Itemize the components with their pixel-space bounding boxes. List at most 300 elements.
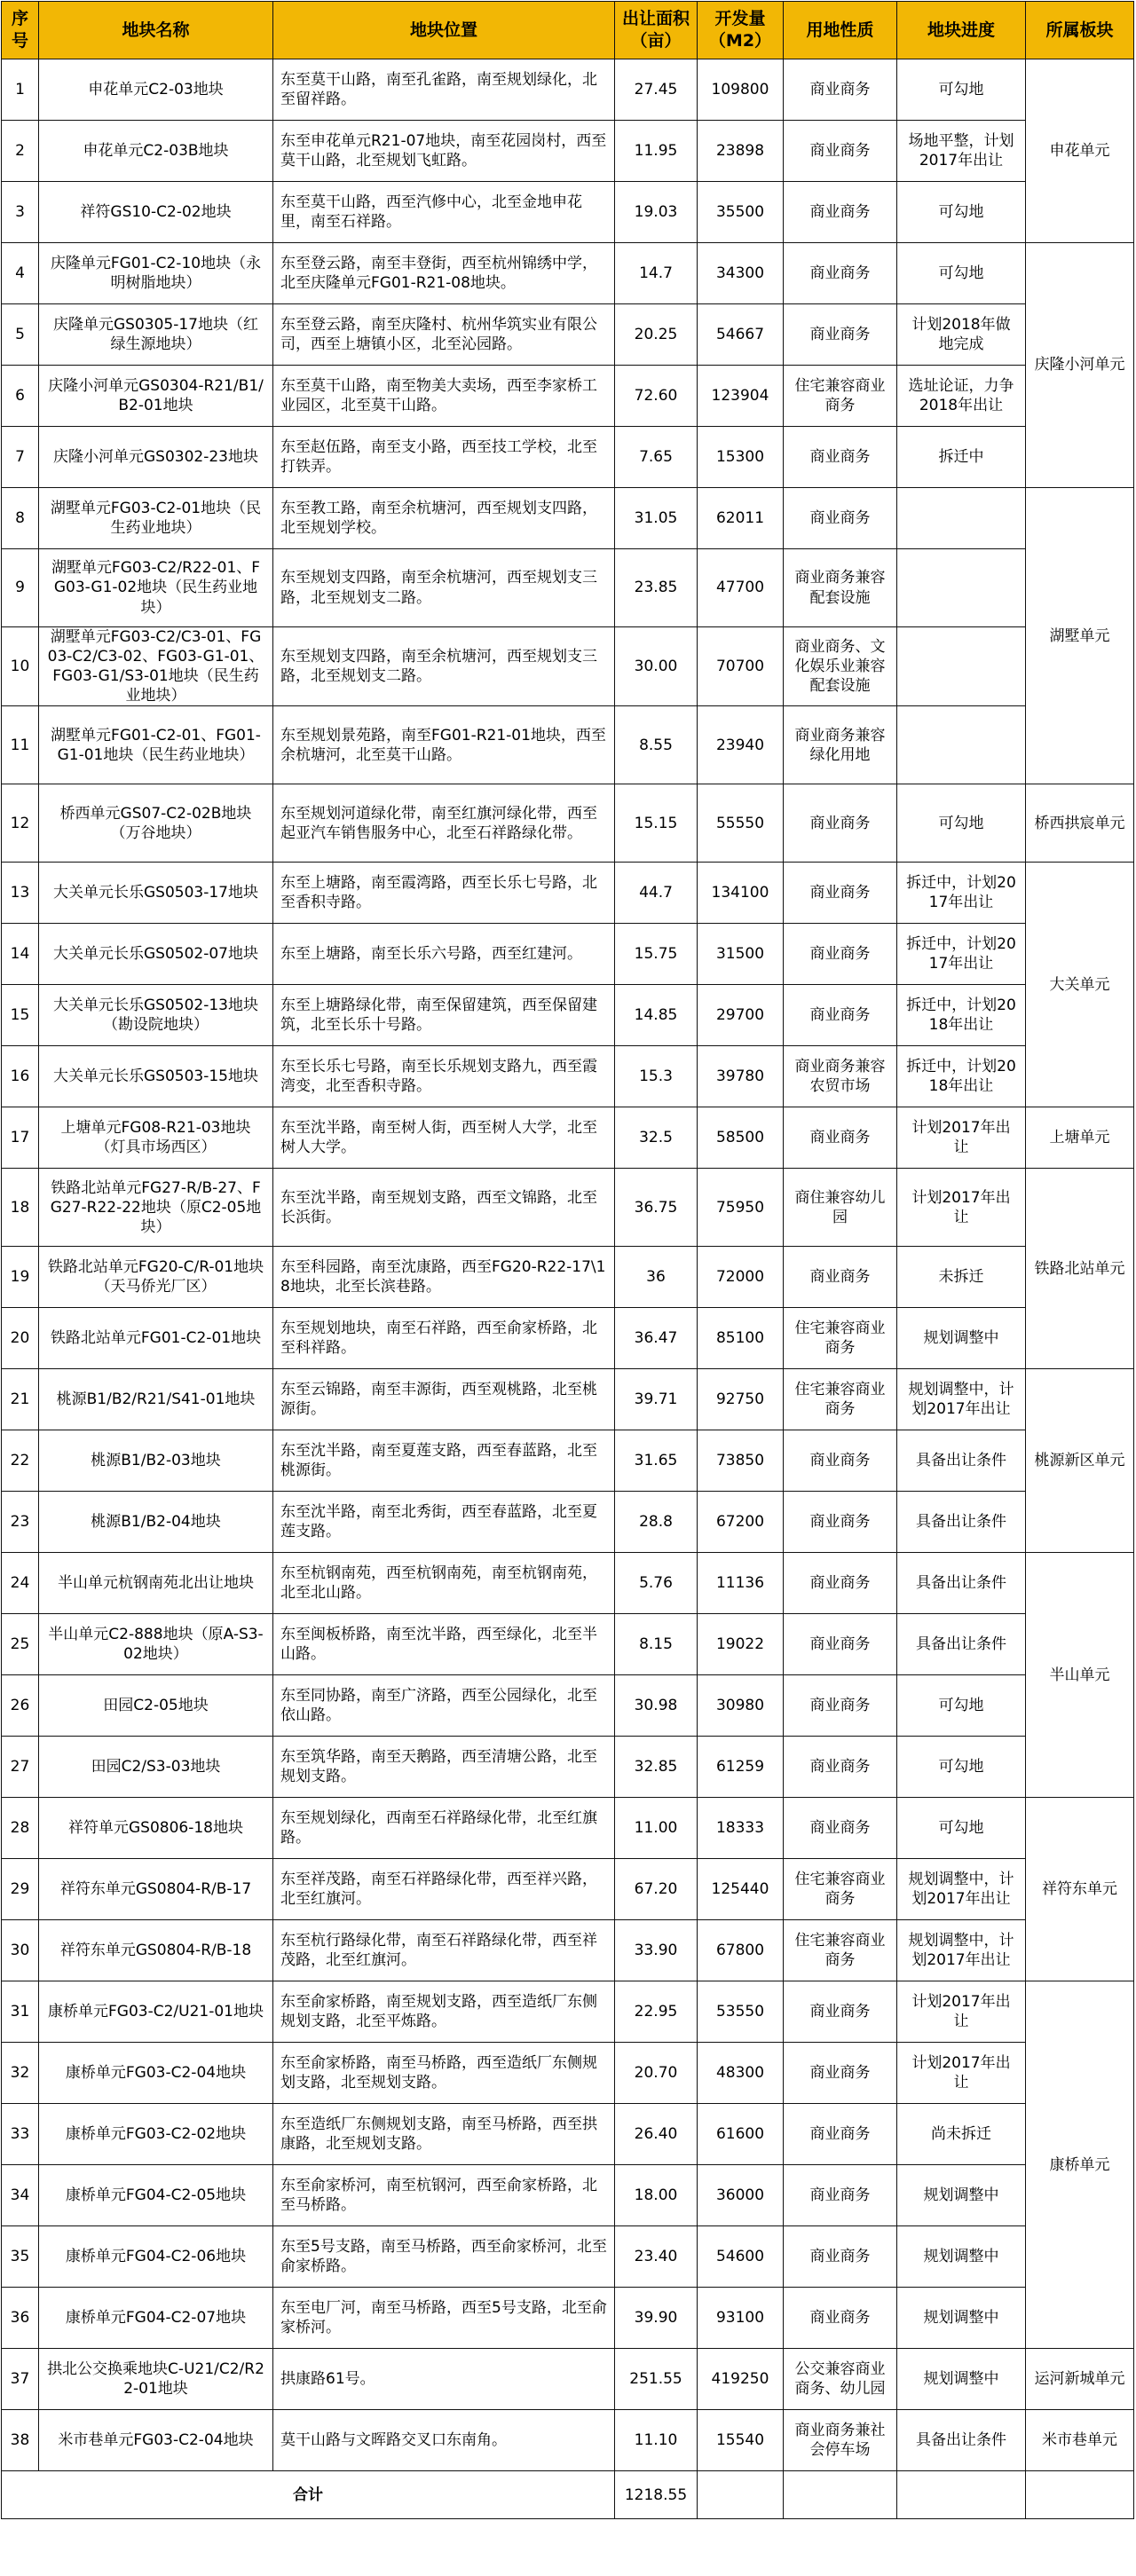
cell-area: 30.98	[615, 1675, 698, 1737]
cell-use: 商业商务	[784, 1247, 897, 1308]
cell-use: 商业商务	[784, 1798, 897, 1859]
cell-area: 67.20	[615, 1859, 698, 1920]
cell-gfa: 18333	[698, 1798, 784, 1859]
cell-area: 33.90	[615, 1920, 698, 1981]
cell-progress: 具备出让条件	[897, 1430, 1026, 1492]
cell-no: 14	[2, 924, 39, 985]
cell-no: 18	[2, 1169, 39, 1247]
cell-no: 13	[2, 863, 39, 924]
cell-location: 东至沈半路，南至北秀街，西至春蓝路，北至夏莲支路。	[273, 1492, 615, 1553]
cell-no: 1	[2, 59, 39, 121]
cell-no: 26	[2, 1675, 39, 1737]
table-row	[2, 1046, 1134, 1107]
cell-use: 商业商务	[784, 121, 897, 182]
cell-use: 商业商务兼社会停车场	[784, 2410, 897, 2471]
total-row	[2, 2471, 1134, 2519]
cell-use: 商业商务	[784, 924, 897, 985]
cell-location: 莫干山路与文晖路交叉口东南角。	[273, 2410, 615, 2471]
cell-sector: 桥西拱宸单元	[1026, 784, 1134, 863]
cell-gfa: 23940	[698, 706, 784, 784]
cell-location: 东至教工路，南至余杭塘河，西至规划支四路，北至规划学校。	[273, 488, 615, 549]
table-row	[2, 1169, 1134, 1247]
cell-no: 23	[2, 1492, 39, 1553]
cell-gfa: 31500	[698, 924, 784, 985]
cell-area: 251.55	[615, 2349, 698, 2410]
table-row	[2, 706, 1134, 784]
cell-use: 商业商务	[784, 784, 897, 863]
cell-location: 东至俞家桥路，南至规划支路，西至造纸厂东侧规划支路，北至平炼路。	[273, 1981, 615, 2043]
cell-name: 田园C2-05地块	[39, 1675, 273, 1737]
table-row	[2, 2288, 1134, 2349]
cell-gfa: 62011	[698, 488, 784, 549]
table-row	[2, 924, 1134, 985]
cell-no: 4	[2, 243, 39, 304]
cell-gfa: 123904	[698, 366, 784, 427]
cell-progress: 可勾地	[897, 1675, 1026, 1737]
cell-progress: 可勾地	[897, 1737, 1026, 1798]
cell-area: 8.15	[615, 1614, 698, 1675]
cell-area: 36.75	[615, 1169, 698, 1247]
cell-name: 湖墅单元FG03-C2-01地块（民生药业地块）	[39, 488, 273, 549]
cell-progress: 规划调整中，计划2017年出让	[897, 1920, 1026, 1981]
cell-name: 康桥单元FG03-C2/U21-01地块	[39, 1981, 273, 2043]
cell-progress	[897, 627, 1026, 706]
cell-name: 铁路北站单元FG01-C2-01地块	[39, 1308, 273, 1369]
cell-sector: 铁路北站单元	[1026, 1169, 1134, 1369]
table-body	[2, 59, 1134, 2519]
cell-use: 商业商务兼容农贸市场	[784, 1046, 897, 1107]
cell-name: 桃源B1/B2-04地块	[39, 1492, 273, 1553]
table-row	[2, 2349, 1134, 2410]
cell-name: 桃源B1/B2/R21/S41-01地块	[39, 1369, 273, 1430]
cell-sector: 庆隆小河单元	[1026, 243, 1134, 488]
cell-location: 东至祥茂路，南至石祥路绿化带，西至祥兴路，北至红旗河。	[273, 1859, 615, 1920]
cell-no: 5	[2, 304, 39, 366]
header-gfa: 开发量（M2）	[698, 2, 784, 59]
cell-location: 东至规划河道绿化带，南至红旗河绿化带，西至起亚汽车销售服务中心，北至石祥路绿化带。	[273, 784, 615, 863]
cell-area: 11.00	[615, 1798, 698, 1859]
table-row	[2, 1859, 1134, 1920]
cell-use: 商业商务	[784, 2226, 897, 2288]
cell-name: 祥符单元GS0806-18地块	[39, 1798, 273, 1859]
cell-name: 湖墅单元FG03-C2/C3-01、FG03-C2/C3-02、FG03-G1-01、FG03-G1/S3-01地块（民生药业地块）	[39, 627, 273, 706]
cell-use: 商业商务	[784, 2165, 897, 2226]
cell-progress: 拆迁中，计划2018年出让	[897, 1046, 1026, 1107]
total-area: 1218.55	[615, 2471, 698, 2519]
cell-no: 9	[2, 549, 39, 627]
cell-area: 8.55	[615, 706, 698, 784]
header-location: 地块位置	[273, 2, 615, 59]
cell-gfa: 53550	[698, 1981, 784, 2043]
table-row	[2, 1369, 1134, 1430]
cell-use: 商业商务	[784, 1614, 897, 1675]
cell-name: 田园C2/S3-03地块	[39, 1737, 273, 1798]
cell-name: 祥符GS10-C2-02地块	[39, 182, 273, 243]
cell-name: 大关单元长乐GS0503-15地块	[39, 1046, 273, 1107]
cell-no: 29	[2, 1859, 39, 1920]
cell-area: 39.90	[615, 2288, 698, 2349]
cell-use: 商业商务、文化娱乐业兼容配套设施	[784, 627, 897, 706]
cell-progress	[897, 549, 1026, 627]
cell-area: 39.71	[615, 1369, 698, 1430]
cell-gfa: 48300	[698, 2043, 784, 2104]
cell-no: 7	[2, 427, 39, 488]
table-row	[2, 1107, 1134, 1169]
header-row	[2, 2, 1134, 59]
cell-area: 26.40	[615, 2104, 698, 2165]
cell-location: 拱康路61号。	[273, 2349, 615, 2410]
cell-sector: 康桥单元	[1026, 1981, 1134, 2349]
cell-area: 20.25	[615, 304, 698, 366]
cell-use: 商业商务	[784, 182, 897, 243]
cell-location: 东至5号支路，南至马桥路，西至俞家桥河，北至俞家桥路。	[273, 2226, 615, 2288]
cell-gfa: 39780	[698, 1046, 784, 1107]
cell-progress: 拆迁中，计划2017年出让	[897, 924, 1026, 985]
cell-no: 35	[2, 2226, 39, 2288]
cell-no: 3	[2, 182, 39, 243]
cell-use: 商业商务	[784, 2043, 897, 2104]
cell-progress: 拆迁中	[897, 427, 1026, 488]
cell-progress: 计划2017年出让	[897, 1107, 1026, 1169]
table-row	[2, 2043, 1134, 2104]
table-row	[2, 549, 1134, 627]
cell-location: 东至登云路，南至庆隆村、杭州华筑实业有限公司，西至上塘镇小区，北至沁园路。	[273, 304, 615, 366]
cell-progress	[897, 706, 1026, 784]
cell-gfa: 61259	[698, 1737, 784, 1798]
cell-location: 东至规划地块，南至石祥路，西至俞家桥路，北至科祥路。	[273, 1308, 615, 1369]
cell-name: 铁路北站单元FG20-C/R-01地块（天马侨光厂区）	[39, 1247, 273, 1308]
cell-progress: 场地平整，计划2017年出让	[897, 121, 1026, 182]
cell-use: 住宅兼容商业商务	[784, 1308, 897, 1369]
cell-location: 东至同协路，南至广济路，西至公园绿化，北至依山路。	[273, 1675, 615, 1737]
cell-area: 7.65	[615, 427, 698, 488]
cell-progress: 计划2018年做地完成	[897, 304, 1026, 366]
cell-gfa: 70700	[698, 627, 784, 706]
cell-gfa: 75950	[698, 1169, 784, 1247]
cell-no: 32	[2, 2043, 39, 2104]
table-row	[2, 627, 1134, 706]
cell-gfa: 72000	[698, 1247, 784, 1308]
cell-progress: 可勾地	[897, 1798, 1026, 1859]
cell-gfa: 125440	[698, 1859, 784, 1920]
cell-location: 东至上塘路绿化带，南至保留建筑，西至保留建筑，北至长乐十号路。	[273, 985, 615, 1046]
cell-no: 8	[2, 488, 39, 549]
cell-area: 18.00	[615, 2165, 698, 2226]
cell-sector: 湖墅单元	[1026, 488, 1134, 784]
cell-area: 20.70	[615, 2043, 698, 2104]
table-row	[2, 863, 1134, 924]
cell-location: 东至云锦路，南至丰源街，西至观桃路，北至桃源街。	[273, 1369, 615, 1430]
cell-location: 东至莫干山路，南至孔雀路，南至规划绿化，北至留祥路。	[273, 59, 615, 121]
cell-progress: 可勾地	[897, 59, 1026, 121]
cell-location: 东至莫干山路，南至物美大卖场，西至李家桥工业园区，北至莫干山路。	[273, 366, 615, 427]
cell-gfa: 35500	[698, 182, 784, 243]
cell-area: 15.75	[615, 924, 698, 985]
table-row	[2, 366, 1134, 427]
cell-use: 商业商务	[784, 1737, 897, 1798]
cell-progress: 具备出让条件	[897, 1553, 1026, 1614]
land-parcel-table	[1, 1, 1134, 2519]
cell-use: 商业商务	[784, 304, 897, 366]
cell-name: 申花单元C2-03B地块	[39, 121, 273, 182]
cell-gfa: 55550	[698, 784, 784, 863]
cell-progress: 计划2017年出让	[897, 1981, 1026, 2043]
cell-location: 东至沈半路，南至树人街，西至树人大学，北至树人大学。	[273, 1107, 615, 1169]
cell-name: 大关单元长乐GS0502-13地块（勘设院地块）	[39, 985, 273, 1046]
table-row	[2, 121, 1134, 182]
table-row	[2, 243, 1134, 304]
cell-gfa: 67200	[698, 1492, 784, 1553]
table-row	[2, 1492, 1134, 1553]
table-row	[2, 784, 1134, 863]
cell-area: 14.85	[615, 985, 698, 1046]
cell-name: 大关单元长乐GS0503-17地块	[39, 863, 273, 924]
total-empty-cell	[698, 2471, 784, 2519]
header-progress: 地块进度	[897, 2, 1026, 59]
cell-area: 32.85	[615, 1737, 698, 1798]
cell-no: 15	[2, 985, 39, 1046]
cell-location: 东至俞家桥路，南至马桥路，西至造纸厂东侧规划支路，北至规划支路。	[273, 2043, 615, 2104]
cell-gfa: 419250	[698, 2349, 784, 2410]
cell-no: 30	[2, 1920, 39, 1981]
cell-location: 东至俞家桥河，南至杭钢河，西至俞家桥路，北至马桥路。	[273, 2165, 615, 2226]
cell-gfa: 15300	[698, 427, 784, 488]
cell-no: 21	[2, 1369, 39, 1430]
cell-progress: 规划调整中	[897, 2165, 1026, 2226]
cell-area: 27.45	[615, 59, 698, 121]
cell-name: 拱北公交换乘地块C-U21/C2/R22-01地块	[39, 2349, 273, 2410]
cell-name: 庆隆小河单元GS0304-R21/B1/B2-01地块	[39, 366, 273, 427]
cell-gfa: 11136	[698, 1553, 784, 1614]
cell-progress	[897, 488, 1026, 549]
cell-use: 商业商务	[784, 1675, 897, 1737]
cell-use: 商业商务	[784, 427, 897, 488]
cell-no: 38	[2, 2410, 39, 2471]
cell-gfa: 58500	[698, 1107, 784, 1169]
cell-location: 东至造纸厂东侧规划支路，南至马桥路，西至拱康路，北至规划支路。	[273, 2104, 615, 2165]
cell-location: 东至申花单元R21-07地块，南至花园岗村，西至莫干山路，北至规划飞虹路。	[273, 121, 615, 182]
cell-use: 商业商务	[784, 863, 897, 924]
cell-gfa: 19022	[698, 1614, 784, 1675]
cell-sector: 桃源新区单元	[1026, 1369, 1134, 1553]
cell-use: 商业商务	[784, 1107, 897, 1169]
cell-progress: 选址论证，力争2018年出让	[897, 366, 1026, 427]
cell-location: 东至电厂河，南至马桥路，西至5号支路，北至俞家桥河。	[273, 2288, 615, 2349]
cell-no: 11	[2, 706, 39, 784]
cell-gfa: 93100	[698, 2288, 784, 2349]
cell-gfa: 36000	[698, 2165, 784, 2226]
table-row	[2, 2165, 1134, 2226]
cell-progress: 具备出让条件	[897, 2410, 1026, 2471]
cell-gfa: 61600	[698, 2104, 784, 2165]
header-sector: 所属板块	[1026, 2, 1134, 59]
cell-area: 23.85	[615, 549, 698, 627]
table-row	[2, 1308, 1134, 1369]
cell-location: 东至规划绿化，西南至石祥路绿化带，北至红旗路。	[273, 1798, 615, 1859]
cell-name: 康桥单元FG03-C2-04地块	[39, 2043, 273, 2104]
cell-no: 37	[2, 2349, 39, 2410]
cell-use: 住宅兼容商业商务	[784, 366, 897, 427]
cell-location: 东至规划景苑路，南至FG01-R21-01地块，西至余杭塘河，北至莫干山路。	[273, 706, 615, 784]
total-empty-cell	[784, 2471, 897, 2519]
cell-area: 28.8	[615, 1492, 698, 1553]
cell-sector: 申花单元	[1026, 59, 1134, 243]
cell-progress: 规划调整中	[897, 2226, 1026, 2288]
cell-use: 住宅兼容商业商务	[784, 1920, 897, 1981]
cell-no: 34	[2, 2165, 39, 2226]
cell-name: 祥符东单元GS0804-R/B-18	[39, 1920, 273, 1981]
cell-location: 东至杭钢南苑，西至杭钢南苑，南至杭钢南苑，北至北山路。	[273, 1553, 615, 1614]
cell-name: 祥符东单元GS0804-R/B-17	[39, 1859, 273, 1920]
cell-area: 44.7	[615, 863, 698, 924]
cell-progress: 计划2017年出让	[897, 1169, 1026, 1247]
cell-area: 15.15	[615, 784, 698, 863]
cell-area: 31.65	[615, 1430, 698, 1492]
cell-gfa: 67800	[698, 1920, 784, 1981]
cell-location: 东至莫干山路，西至汽修中心，北至金地申花里，南至石祥路。	[273, 182, 615, 243]
cell-location: 东至沈半路，南至规划支路，西至文锦路，北至长浜街。	[273, 1169, 615, 1247]
cell-name: 铁路北站单元FG27-R/B-27、FG27-R22-22地块（原C2-05地块）	[39, 1169, 273, 1247]
table-row	[2, 1737, 1134, 1798]
cell-no: 17	[2, 1107, 39, 1169]
cell-gfa: 54667	[698, 304, 784, 366]
cell-use: 商业商务	[784, 1981, 897, 2043]
cell-progress: 具备出让条件	[897, 1492, 1026, 1553]
cell-progress: 规划调整中，计划2017年出让	[897, 1369, 1026, 1430]
cell-use: 商业商务	[784, 243, 897, 304]
cell-no: 2	[2, 121, 39, 182]
cell-gfa: 30980	[698, 1675, 784, 1737]
cell-no: 20	[2, 1308, 39, 1369]
table-row	[2, 427, 1134, 488]
total-label: 合计	[2, 2471, 615, 2519]
cell-area: 14.7	[615, 243, 698, 304]
cell-progress: 规划调整中，计划2017年出让	[897, 1859, 1026, 1920]
cell-gfa: 34300	[698, 243, 784, 304]
cell-location: 东至登云路，南至丰登街，西至杭州锦绣中学，北至庆隆单元FG01-R21-08地块。	[273, 243, 615, 304]
cell-name: 桃源B1/B2-03地块	[39, 1430, 273, 1492]
cell-no: 27	[2, 1737, 39, 1798]
cell-no: 24	[2, 1553, 39, 1614]
cell-use: 住宅兼容商业商务	[784, 1369, 897, 1430]
cell-name: 康桥单元FG04-C2-05地块	[39, 2165, 273, 2226]
cell-area: 23.40	[615, 2226, 698, 2288]
cell-name: 庆隆小河单元GS0302-23地块	[39, 427, 273, 488]
cell-sector: 运河新城单元	[1026, 2349, 1134, 2410]
table-row	[2, 59, 1134, 121]
cell-no: 6	[2, 366, 39, 427]
cell-area: 32.5	[615, 1107, 698, 1169]
cell-gfa: 92750	[698, 1369, 784, 1430]
cell-name: 庆隆单元GS0305-17地块（红绿生源地块）	[39, 304, 273, 366]
cell-use: 商住兼容幼儿园	[784, 1169, 897, 1247]
table-row	[2, 1553, 1134, 1614]
header-use: 用地性质	[784, 2, 897, 59]
cell-progress: 可勾地	[897, 182, 1026, 243]
cell-name: 桥西单元GS07-C2-02B地块（万谷地块）	[39, 784, 273, 863]
cell-location: 东至上塘路，南至长乐六号路，西至红建河。	[273, 924, 615, 985]
table-row	[2, 1798, 1134, 1859]
cell-no: 12	[2, 784, 39, 863]
cell-gfa: 85100	[698, 1308, 784, 1369]
cell-progress: 尚未拆迁	[897, 2104, 1026, 2165]
cell-no: 19	[2, 1247, 39, 1308]
cell-use: 商业商务	[784, 2104, 897, 2165]
cell-no: 36	[2, 2288, 39, 2349]
cell-area: 72.60	[615, 366, 698, 427]
cell-progress: 规划调整中	[897, 1308, 1026, 1369]
cell-name: 米市巷单元FG03-C2-04地块	[39, 2410, 273, 2471]
cell-use: 商业商务	[784, 1430, 897, 1492]
header-name: 地块名称	[39, 2, 273, 59]
cell-location: 东至赵伍路，南至支小路，西至技工学校，北至打铁弄。	[273, 427, 615, 488]
table-row	[2, 1981, 1134, 2043]
table-row	[2, 985, 1134, 1046]
table-row	[2, 1920, 1134, 1981]
cell-area: 11.95	[615, 121, 698, 182]
cell-area: 36.47	[615, 1308, 698, 1369]
cell-name: 湖墅单元FG01-C2-01、FG01-G1-01地块（民生药业地块）	[39, 706, 273, 784]
cell-gfa: 23898	[698, 121, 784, 182]
cell-use: 商业商务兼容绿化用地	[784, 706, 897, 784]
cell-use: 商业商务	[784, 1553, 897, 1614]
cell-progress: 可勾地	[897, 784, 1026, 863]
header-no: 序号	[2, 2, 39, 59]
cell-location: 东至沈半路，南至夏莲支路，西至春蓝路，北至桃源街。	[273, 1430, 615, 1492]
total-empty-cell	[897, 2471, 1026, 2519]
cell-no: 28	[2, 1798, 39, 1859]
header-area: 出让面积（亩）	[615, 2, 698, 59]
cell-name: 庆隆单元FG01-C2-10地块（永明树脂地块）	[39, 243, 273, 304]
cell-location: 东至规划支四路，南至余杭塘河，西至规划支三路，北至规划支二路。	[273, 627, 615, 706]
cell-progress: 计划2017年出让	[897, 2043, 1026, 2104]
cell-no: 22	[2, 1430, 39, 1492]
cell-location: 东至闽板桥路，南至沈半路，西至绿化，北至半山路。	[273, 1614, 615, 1675]
cell-progress: 未拆迁	[897, 1247, 1026, 1308]
cell-name: 康桥单元FG04-C2-06地块	[39, 2226, 273, 2288]
cell-sector: 上塘单元	[1026, 1107, 1134, 1169]
cell-gfa: 54600	[698, 2226, 784, 2288]
cell-name: 大关单元长乐GS0502-07地块	[39, 924, 273, 985]
cell-progress: 规划调整中	[897, 2288, 1026, 2349]
table-row	[2, 2104, 1134, 2165]
cell-sector: 祥符东单元	[1026, 1798, 1134, 1981]
cell-progress: 可勾地	[897, 243, 1026, 304]
table-row	[2, 1614, 1134, 1675]
cell-gfa: 109800	[698, 59, 784, 121]
cell-area: 31.05	[615, 488, 698, 549]
cell-sector: 半山单元	[1026, 1553, 1134, 1798]
cell-progress: 拆迁中，计划2018年出让	[897, 985, 1026, 1046]
cell-sector: 米市巷单元	[1026, 2410, 1134, 2471]
cell-progress: 规划调整中	[897, 2349, 1026, 2410]
cell-no: 31	[2, 1981, 39, 2043]
land-parcel-table-sheet	[1, 1, 1133, 2574]
cell-location: 东至上塘路，南至霞湾路，西至长乐七号路，北至香积寺路。	[273, 863, 615, 924]
cell-no: 33	[2, 2104, 39, 2165]
cell-area: 30.00	[615, 627, 698, 706]
cell-name: 湖墅单元FG03-C2/R22-01、FG03-G1-02地块（民生药业地块）	[39, 549, 273, 627]
cell-use: 商业商务	[784, 488, 897, 549]
cell-gfa: 73850	[698, 1430, 784, 1492]
cell-location: 东至长乐七号路，南至长乐规划支路九，西至霞湾变，北至香积寺路。	[273, 1046, 615, 1107]
cell-name: 康桥单元FG04-C2-07地块	[39, 2288, 273, 2349]
cell-area: 5.76	[615, 1553, 698, 1614]
cell-location: 东至科园路，南至沈康路，西至FG20-R22-17\18地块，北至长滨巷路。	[273, 1247, 615, 1308]
cell-name: 上塘单元FG08-R21-03地块（灯具市场西区）	[39, 1107, 273, 1169]
cell-area: 19.03	[615, 182, 698, 243]
table-row	[2, 182, 1134, 243]
